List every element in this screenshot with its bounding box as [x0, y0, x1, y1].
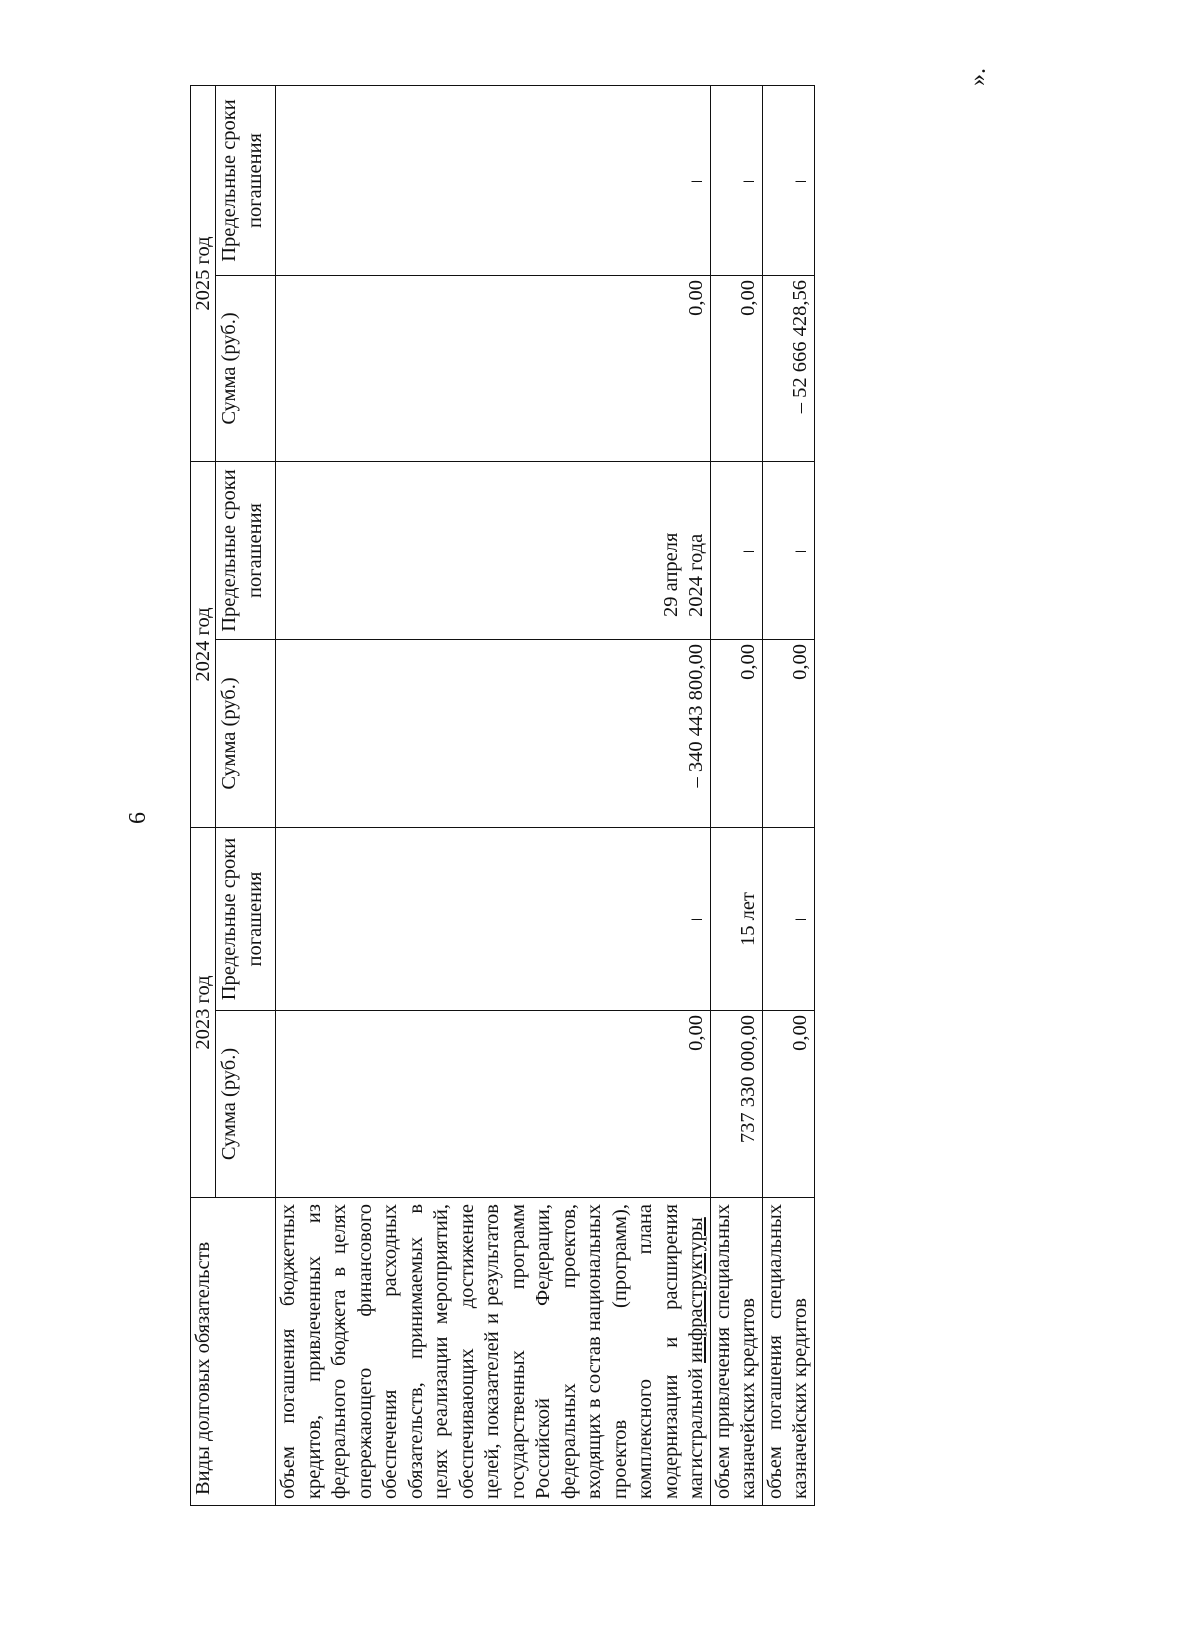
- term-2025: –: [743, 168, 754, 191]
- table-row: [710, 86, 762, 1506]
- description-tail: инфраструктуры: [685, 1217, 707, 1363]
- sum-header-2023: Сумма (руб.): [216, 1011, 276, 1198]
- row-description: объем погашения специальных казначейских кредитов: [762, 1198, 814, 1506]
- year-2024-header: 2024 год: [191, 462, 216, 828]
- term-2024-line2: 2024 года: [685, 533, 707, 617]
- term-header-2024: Предельные сроки погашения: [216, 462, 276, 640]
- term-2025: –: [691, 168, 702, 191]
- sum-2024: 0,00: [710, 640, 762, 828]
- sum-header-2025: Сумма (руб.): [216, 276, 276, 462]
- term-2025: –: [795, 168, 806, 191]
- term-2023: 15 лет: [710, 828, 762, 1011]
- year-2023-header: 2023 год: [191, 828, 216, 1198]
- term-header-2025: Предельные сроки погашения: [216, 86, 276, 276]
- term-2023: –: [691, 907, 702, 930]
- term-2024: –: [795, 538, 806, 561]
- row-description: [276, 1198, 711, 1506]
- closing-quote-mark: ».: [965, 68, 991, 86]
- sum-header-2024: Сумма (руб.): [216, 640, 276, 828]
- description-text: объем погашения бюджетных кредитов, привлеченных из федерального бюджета в целях опережающего финансового обеспечения расходных обязательств, принимаемых в целях реализации мероприятий, обеспечивающих достижение целей, показателей и результатов государственных программ Российской Федерации, федеральных проектов, входящих в состав национальных проектов (программ), комплексного плана модернизации и расширения магистральной: [277, 1204, 707, 1499]
- term-2024: –: [743, 538, 754, 561]
- sum-2025: 0,00: [710, 276, 762, 462]
- col-type-header: Виды долговых обязательств: [191, 1198, 276, 1506]
- term-2023: –: [795, 907, 806, 930]
- table-row: [762, 86, 814, 1506]
- sum-2024: – 340 443 800,00: [276, 640, 711, 828]
- sum-2025: – 52 666 428,56: [762, 276, 814, 462]
- sum-2023: 0,00: [276, 1011, 711, 1198]
- year-2025-header: 2025 год: [191, 86, 216, 462]
- row-description: объем привлечения специальных казначейских кредитов: [710, 1198, 762, 1506]
- sum-2024: 0,00: [762, 640, 814, 828]
- sum-2023: 737 330 000,00: [710, 1011, 762, 1198]
- sum-2023: 0,00: [762, 1011, 814, 1198]
- rotated-table-wrapper: [190, 86, 1000, 1506]
- table-row: [276, 86, 711, 1506]
- sum-2025: 0,00: [276, 276, 711, 462]
- debt-obligations-table: [190, 85, 815, 1506]
- term-2024-line1: 29 апреля: [659, 532, 682, 617]
- term-header-2023: Предельные сроки погашения: [216, 828, 276, 1011]
- page-number: 6: [125, 812, 151, 824]
